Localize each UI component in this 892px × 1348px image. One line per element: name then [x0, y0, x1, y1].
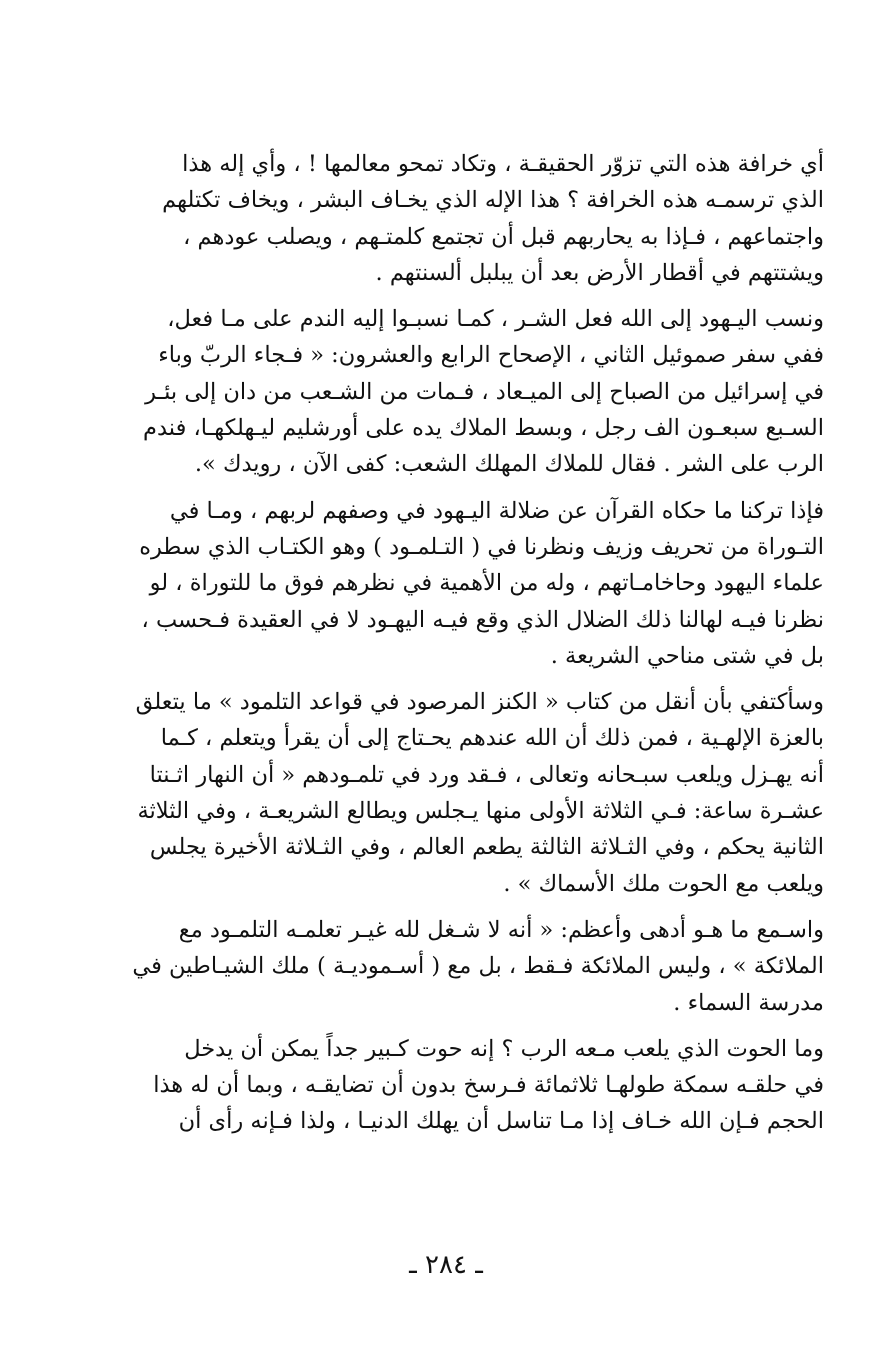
book-page — [66, 146, 824, 1256]
text-line: الحجم فـإن الله خـاف إذا مـا تناسل أن يهلك الدنيـا ، ولذا فـإنه رأى أن — [178, 1108, 824, 1135]
text-line: في حلقـه سمكة طولهـا ثلاثمائة فـرسخ بدون أن تضايقـه ، وبما أن له هذا — [153, 1072, 824, 1099]
text-line: السـبع سبعـون الف رجل ، وبسط الملاك يده على أورشليم ليـهلكهـا، فندم — [143, 415, 824, 442]
text-line: وما الحوت الذي يلعب مـعه الرب ؟ إنه حوت كـبير جداً يمكن أن يدخل — [184, 1035, 824, 1062]
text-line: ويلعب مع الحوت ملك الأسماك » . — [503, 870, 824, 897]
text-line: أنه يهـزل ويلعب سبـحانه وتعالى ، فـقد ورد في تلمـودهم « أن النهار اثـنتا — [149, 761, 824, 788]
paragraph-2 — [66, 301, 824, 482]
text-line: ونسب اليـهود إلى الله فعل الشـر ، كمـا نسبـوا إليه الندم على مـا فعل، — [167, 306, 824, 333]
text-line: الملائكة » ، وليس الملائكة فـقط ، بل مع ( أسـموديـة ) ملك الشيـاطين في — [132, 953, 824, 980]
text-line: وسأكتفي بأن أنقل من كتاب « الكنز المرصود في قواعد التلمود » ما يتعلق — [135, 689, 824, 716]
text-line: الثانية يحكم ، وفي الثـلاثة الثالثة يطعم العالم ، وفي الثـلاثة الأخيرة يجلس — [149, 834, 824, 861]
text-line: بالعزة الإلهـية ، فمن ذلك أن الله عندهم يحـتاج إلى أن يقرأ ويتعلم ، كـما — [160, 725, 824, 752]
paragraph-4 — [66, 684, 824, 902]
text-line: علماء اليهود وحاخامـاتهم ، وله من الأهمية في نظرهم فوق ما للتوراة ، لو — [149, 570, 824, 597]
text-line: ويشتتهم في أقطار الأرض بعد أن يبلبل ألسنتهم . — [375, 259, 824, 286]
text-line: نظرنا فيـه لهالنا ذلك الضلال الذي وقع فيـه اليهـود لا في العقيدة فـحسب ، — [141, 606, 824, 633]
paragraph-6 — [66, 1031, 824, 1140]
paragraph-3 — [66, 493, 824, 674]
text-line: مدرسة السماء . — [673, 989, 824, 1016]
text-line: في إسرائيل من الصباح إلى الميـعاد ، فـمات من الشـعب من دان إلى بئـر — [145, 378, 824, 405]
text-line: الذي ترسمـه هذه الخرافة ؟ هذا الإله الذي يخـاف البشر ، ويخاف تكتلهم — [162, 187, 824, 214]
text-line: فإذا تركنا ما حكاه القرآن عن ضلالة اليـهود في وصفهم لربهم ، ومـا في — [169, 497, 824, 524]
paragraph-1 — [66, 146, 824, 291]
page-number: ـ ٢٨٤ ـ — [409, 1250, 483, 1280]
text-line: عشـرة ساعة: فـي الثلاثة الأولى منها يـجلس ويطالع الشريعـة ، وفي الثلاثة — [137, 798, 824, 825]
text-line: واسـمع ما هـو أدهى وأعظم: « أنه لا شـغل لله غيـر تعلمـه التلمـود مع — [178, 916, 824, 943]
text-line: الرب على الشر . فقال للملاك المهلك الشعب: كفى الآن ، رويدك ». — [194, 451, 824, 478]
text-line: واجتماعهم ، فـإذا به يحاربهم قبل أن تجتمع كلمتـهم ، ويصلب عودهم ، — [183, 223, 824, 250]
text-line: ففي سفر صموئيل الثاني ، الإصحاح الرابع والعشرون: « فـجاء الربّ وباء — [158, 342, 824, 369]
paragraph-5 — [66, 912, 824, 1021]
text-line: أي خرافة هذه التي تزوّر الحقيقـة ، وتكاد تمحو معالمها ! ، وأي إله هذا — [182, 151, 824, 177]
text-line: بل في شتى مناحي الشريعة . — [550, 642, 824, 669]
text-line: التـوراة من تحريف وزيف ونظرنا في ( التـلمـود ) وهو الكتـاب الذي سطره — [139, 533, 824, 560]
